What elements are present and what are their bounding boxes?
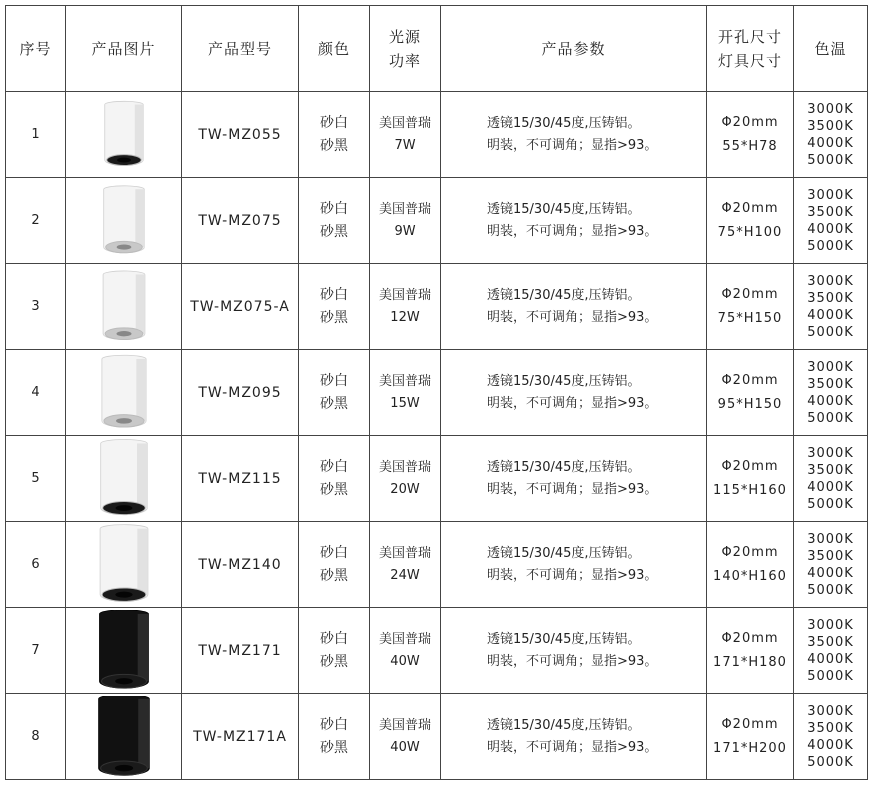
downlight-icon	[69, 352, 179, 434]
product-color	[299, 694, 370, 780]
product-params	[441, 522, 707, 608]
temp-value: 3500K	[807, 548, 854, 564]
product-params	[441, 178, 707, 264]
product-size	[707, 264, 794, 350]
param-line2: 明装，不可调角；显指>93。	[487, 395, 658, 411]
temp-value: 5000K	[807, 668, 854, 684]
light-power: 40W	[390, 653, 420, 669]
product-size	[707, 436, 794, 522]
product-params	[441, 694, 707, 780]
temp-value: 4000K	[807, 737, 854, 753]
temp-value: 5000K	[807, 496, 854, 512]
product-model: TW-MZ115	[182, 436, 299, 522]
param-line1: 透镜15/30/45度,压铸铝。	[487, 717, 641, 733]
fixture-size: 171*H200	[713, 740, 787, 756]
temp-value: 3000K	[807, 445, 854, 461]
color-white: 砂白	[320, 286, 348, 303]
table-row	[6, 92, 868, 178]
color-temperature	[794, 436, 868, 522]
cutout-size: Φ20mm	[721, 716, 779, 732]
color-temperature	[794, 694, 868, 780]
downlight-lens	[115, 591, 132, 597]
product-color	[299, 92, 370, 178]
row-number: 5	[6, 436, 66, 522]
product-params	[441, 350, 707, 436]
light-source	[370, 694, 441, 780]
cutout-size: Φ20mm	[721, 630, 779, 646]
product-params	[441, 92, 707, 178]
light-source-brand: 美国普瑞	[378, 459, 431, 475]
table-row	[6, 694, 868, 780]
temp-value: 4000K	[807, 393, 854, 409]
param-line1: 透镜15/30/45度,压铸铝。	[487, 631, 641, 647]
temp-value: 3000K	[807, 359, 854, 375]
product-size	[707, 694, 794, 780]
downlight-icon	[69, 524, 179, 606]
temp-value: 4000K	[807, 565, 854, 581]
cutout-size: Φ20mm	[721, 200, 779, 216]
product-params	[441, 264, 707, 350]
param-line2: 明装，不可调角；显指>93。	[487, 653, 658, 669]
temp-value: 3000K	[807, 617, 854, 633]
light-power: 20W	[390, 481, 420, 497]
header-light-line2: 功率	[388, 51, 421, 70]
color-black: 砂黑	[320, 481, 348, 498]
color-temperature	[794, 178, 868, 264]
table-row	[6, 178, 868, 264]
color-black: 砂黑	[320, 739, 348, 756]
product-color	[299, 350, 370, 436]
product-color	[299, 264, 370, 350]
light-source-brand: 美国普瑞	[378, 717, 431, 733]
light-power: 24W	[390, 567, 420, 583]
downlight-shade	[137, 528, 148, 594]
header-row	[6, 6, 868, 92]
temp-value: 3500K	[807, 462, 854, 478]
param-line2: 明装，不可调角；显指>93。	[487, 223, 658, 239]
table-row	[6, 436, 868, 522]
param-line1: 透镜15/30/45度,压铸铝。	[487, 201, 641, 217]
light-source-brand: 美国普瑞	[378, 201, 431, 217]
param-line1: 透镜15/30/45度,压铸铝。	[487, 115, 641, 131]
light-source-brand: 美国普瑞	[378, 373, 431, 389]
row-number: 3	[6, 264, 66, 350]
cutout-size: Φ20mm	[721, 458, 779, 474]
product-color	[299, 522, 370, 608]
param-line1: 透镜15/30/45度,压铸铝。	[487, 545, 641, 561]
cutout-size: Φ20mm	[721, 286, 779, 302]
downlight-shade	[137, 613, 148, 680]
downlight-shade	[138, 698, 149, 767]
fixture-size: 95*H150	[717, 396, 783, 412]
temp-value: 3000K	[807, 101, 854, 117]
light-power: 40W	[390, 739, 420, 755]
downlight-icon	[69, 610, 179, 692]
light-source	[370, 178, 441, 264]
temp-value: 4000K	[807, 135, 854, 151]
param-line2: 明装，不可调角；显指>93。	[487, 739, 658, 755]
light-power: 12W	[390, 309, 420, 325]
color-temperature	[794, 264, 868, 350]
temp-value: 3000K	[807, 273, 854, 289]
product-size	[707, 178, 794, 264]
header-light	[370, 6, 441, 92]
downlight-shade	[136, 358, 146, 420]
product-color	[299, 436, 370, 522]
row-number: 1	[6, 92, 66, 178]
light-source	[370, 608, 441, 694]
product-model: TW-MZ095	[182, 350, 299, 436]
product-photo	[66, 178, 182, 264]
row-number: 7	[6, 608, 66, 694]
temp-value: 5000K	[807, 754, 854, 770]
temp-value: 5000K	[807, 238, 854, 254]
product-size	[707, 608, 794, 694]
table-row	[6, 264, 868, 350]
color-black: 砂黑	[320, 395, 348, 412]
product-photo	[66, 264, 182, 350]
downlight-lens	[115, 505, 132, 511]
downlight-shade	[135, 274, 144, 333]
cutout-size: Φ20mm	[721, 544, 779, 560]
temp-value: 5000K	[807, 582, 854, 598]
product-params	[441, 608, 707, 694]
downlight-lens	[116, 418, 132, 424]
light-power: 7W	[394, 137, 416, 153]
color-temperature	[794, 522, 868, 608]
downlight-icon	[69, 696, 179, 778]
row-number: 8	[6, 694, 66, 780]
temp-value: 4000K	[807, 651, 854, 667]
color-black: 砂黑	[320, 223, 348, 240]
light-source-brand: 美国普瑞	[378, 287, 431, 303]
color-white: 砂白	[320, 544, 348, 561]
product-model: TW-MZ171A	[182, 694, 299, 780]
product-color	[299, 178, 370, 264]
downlight-lens	[114, 764, 132, 770]
header-color: 颜色	[299, 6, 370, 92]
color-temperature	[794, 608, 868, 694]
light-source	[370, 436, 441, 522]
table-row	[6, 608, 868, 694]
light-source	[370, 264, 441, 350]
color-black: 砂黑	[320, 137, 348, 154]
color-white: 砂白	[320, 200, 348, 217]
downlight-lens	[115, 678, 133, 684]
light-source	[370, 350, 441, 436]
product-color	[299, 608, 370, 694]
fixture-size: 171*H180	[713, 654, 787, 670]
light-source-brand: 美国普瑞	[378, 545, 431, 561]
product-model: TW-MZ055	[182, 92, 299, 178]
temp-value: 3500K	[807, 720, 854, 736]
color-black: 砂黑	[320, 309, 348, 326]
header-model: 产品型号	[182, 6, 299, 92]
param-line2: 明装，不可调角；显指>93。	[487, 309, 658, 325]
row-number: 4	[6, 350, 66, 436]
product-model: TW-MZ075-A	[182, 264, 299, 350]
fixture-size: 140*H160	[713, 568, 787, 584]
color-white: 砂白	[320, 114, 348, 131]
param-line2: 明装，不可调角；显指>93。	[487, 481, 658, 497]
header-photo: 产品图片	[66, 6, 182, 92]
product-photo	[66, 522, 182, 608]
color-temperature	[794, 350, 868, 436]
header-size	[707, 6, 794, 92]
product-table	[5, 5, 868, 780]
light-source-brand: 美国普瑞	[378, 631, 431, 647]
downlight-icon	[69, 180, 179, 262]
light-power: 15W	[390, 395, 420, 411]
temp-value: 3000K	[807, 187, 854, 203]
product-photo	[66, 436, 182, 522]
temp-value: 3500K	[807, 204, 854, 220]
color-white: 砂白	[320, 630, 348, 647]
product-photo	[66, 608, 182, 694]
fixture-size: 55*H78	[722, 138, 778, 154]
product-photo	[66, 694, 182, 780]
header-size-line1: 开孔尺寸	[717, 27, 782, 46]
cutout-size: Φ20mm	[721, 372, 779, 388]
param-line1: 透镜15/30/45度,压铸铝。	[487, 373, 641, 389]
downlight-lens	[116, 331, 131, 336]
header-no: 序号	[6, 6, 66, 92]
product-model: TW-MZ140	[182, 522, 299, 608]
temp-value: 3000K	[807, 531, 854, 547]
temp-value: 5000K	[807, 324, 854, 340]
param-line2: 明装，不可调角；显指>93。	[487, 567, 658, 583]
downlight-lens	[116, 244, 131, 249]
color-white: 砂白	[320, 372, 348, 389]
color-black: 砂黑	[320, 567, 348, 584]
header-temp: 色温	[794, 6, 868, 92]
product-model: TW-MZ171	[182, 608, 299, 694]
table-row	[6, 522, 868, 608]
temp-value: 3500K	[807, 290, 854, 306]
downlight-shade	[134, 104, 142, 160]
temp-value: 3000K	[807, 703, 854, 719]
table-row	[6, 350, 868, 436]
param-line1: 透镜15/30/45度,压铸铝。	[487, 459, 641, 475]
downlight-icon	[69, 266, 179, 348]
light-power: 9W	[394, 223, 416, 239]
light-source-brand: 美国普瑞	[378, 115, 431, 131]
fixture-size: 75*H150	[717, 310, 783, 326]
color-white: 砂白	[320, 716, 348, 733]
header-params: 产品参数	[441, 6, 707, 92]
row-number: 2	[6, 178, 66, 264]
product-photo	[66, 92, 182, 178]
downlight-shade	[137, 443, 147, 508]
color-white: 砂白	[320, 458, 348, 475]
product-size	[707, 350, 794, 436]
temp-value: 3500K	[807, 376, 854, 392]
header-light-line1: 光源	[388, 27, 421, 46]
light-source	[370, 522, 441, 608]
row-number: 6	[6, 522, 66, 608]
temp-value: 3500K	[807, 634, 854, 650]
product-size	[707, 522, 794, 608]
fixture-size: 75*H100	[717, 224, 783, 240]
cutout-size: Φ20mm	[721, 114, 779, 130]
product-params	[441, 436, 707, 522]
temp-value: 5000K	[807, 410, 854, 426]
temp-value: 5000K	[807, 152, 854, 168]
temp-value: 4000K	[807, 479, 854, 495]
color-black: 砂黑	[320, 653, 348, 670]
downlight-icon	[69, 438, 179, 520]
header-size-line2: 灯具尺寸	[717, 51, 782, 70]
temp-value: 4000K	[807, 221, 854, 237]
downlight-icon	[69, 94, 179, 176]
downlight-lens	[117, 157, 131, 162]
product-photo	[66, 350, 182, 436]
temp-value: 3500K	[807, 118, 854, 134]
product-size	[707, 92, 794, 178]
param-line1: 透镜15/30/45度,压铸铝。	[487, 287, 641, 303]
light-source	[370, 92, 441, 178]
fixture-size: 115*H160	[713, 482, 787, 498]
product-model: TW-MZ075	[182, 178, 299, 264]
color-temperature	[794, 92, 868, 178]
downlight-shade	[135, 189, 144, 247]
temp-value: 4000K	[807, 307, 854, 323]
param-line2: 明装，不可调角；显指>93。	[487, 137, 658, 153]
